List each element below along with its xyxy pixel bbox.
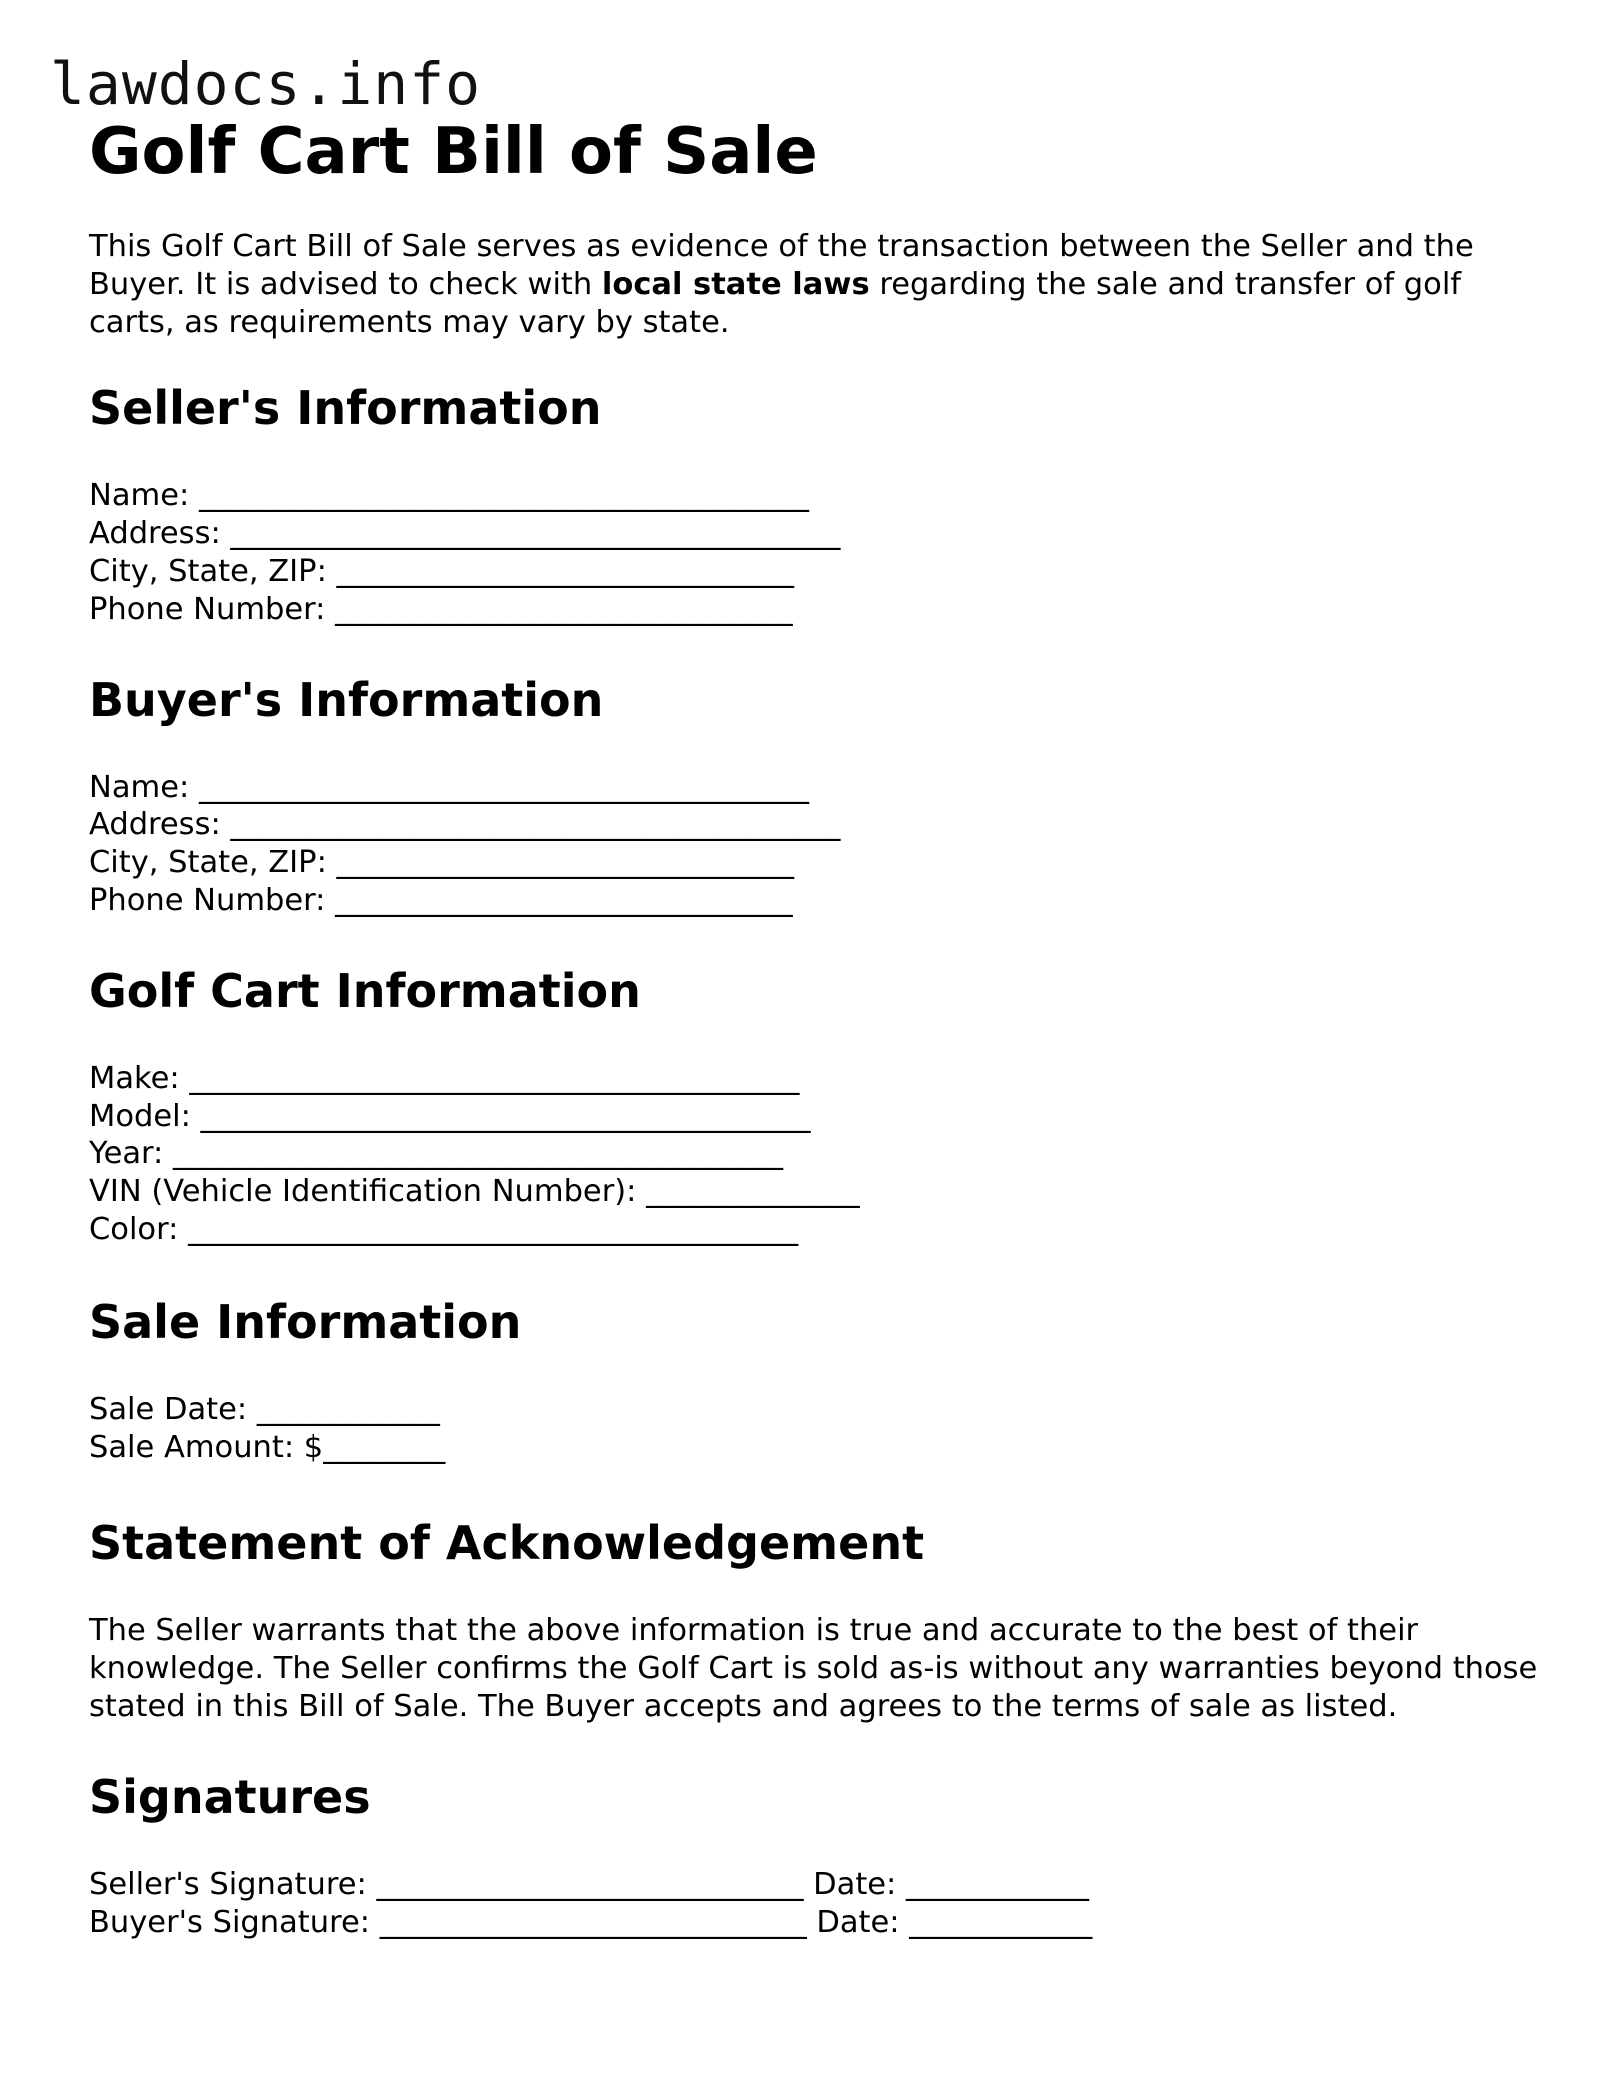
seller-information-section [89, 377, 1549, 628]
document-body [89, 108, 1549, 1941]
golf-cart-information-heading: Golf Cart Information [89, 963, 641, 1018]
buyer-signature-line: Buyer's Signature: ____________________________ Date: ____________ [89, 1904, 1093, 1940]
golf-cart-information-section [89, 960, 1549, 1249]
seller-fields [89, 477, 1549, 628]
cart-make-field: Make: ________________________________________ [89, 1060, 800, 1096]
seller-signature-line: Seller's Signature: ____________________________ Date: ____________ [89, 1866, 1090, 1902]
sale-information-section [89, 1291, 1549, 1467]
statement-paragraph: The Seller warrants that the above information is true and accurate to the best of their knowledge. The Seller confirms the Golf Cart is sold as-is without any warranties beyond those stated in this Bill of Sale. The Buyer accepts and agrees to the terms of sale as listed. [89, 1613, 1538, 1724]
golf-cart-fields [89, 1060, 1549, 1249]
seller-city-state-zip-field: City, State, ZIP: ______________________________ [89, 553, 795, 589]
cart-vin-field: VIN (Vehicle Identification Number): ______________ [89, 1174, 860, 1210]
intro-text-end: regarding the sale and transfer of golf carts, as requirements may vary by state. [89, 266, 1462, 340]
sale-information-heading: Sale Information [89, 1294, 522, 1349]
cart-model-field: Model: ________________________________________ [89, 1098, 811, 1134]
sale-fields [89, 1391, 1549, 1467]
signatures-section [89, 1766, 1549, 1942]
buyer-address-field: Address: ________________________________________ [89, 807, 841, 843]
statement-heading: Statement of Acknowledgement [89, 1516, 925, 1571]
buyer-phone-field: Phone Number: ______________________________ [89, 882, 793, 918]
buyer-city-state-zip-field: City, State, ZIP: ______________________________ [89, 845, 795, 881]
statement-section [89, 1512, 1549, 1725]
buyer-name-field: Name: ________________________________________ [89, 769, 809, 805]
intro-emphasis-local-state-laws: local state laws [601, 266, 870, 302]
buyer-information-heading: Buyer's Information [89, 672, 604, 727]
watermark-lawdocs: lawdocs.info [50, 50, 482, 118]
seller-information-heading: Seller's Information [89, 381, 602, 436]
sale-date-field: Sale Date: ____________ [89, 1391, 440, 1427]
intro-text-start: This Golf Cart Bill of Sale serves as evidence of the transaction between the Seller and the Buyer. It is advised to check with [89, 229, 1474, 302]
buyer-information-section [89, 669, 1549, 920]
buyer-fields [89, 769, 1549, 920]
sale-amount-field: Sale Amount: $________ [89, 1429, 446, 1465]
cart-color-field: Color: ________________________________________ [89, 1211, 799, 1247]
cart-year-field: Year: ________________________________________ [89, 1136, 784, 1172]
intro-paragraph [89, 228, 1549, 341]
signatures-heading: Signatures [89, 1769, 371, 1824]
seller-phone-field: Phone Number: ______________________________ [89, 591, 793, 627]
seller-name-field: Name: ________________________________________ [89, 478, 809, 514]
seller-address-field: Address: ________________________________________ [89, 516, 841, 552]
document-title: Golf Cart Bill of Sale [89, 115, 818, 189]
signature-fields [89, 1866, 1549, 1942]
